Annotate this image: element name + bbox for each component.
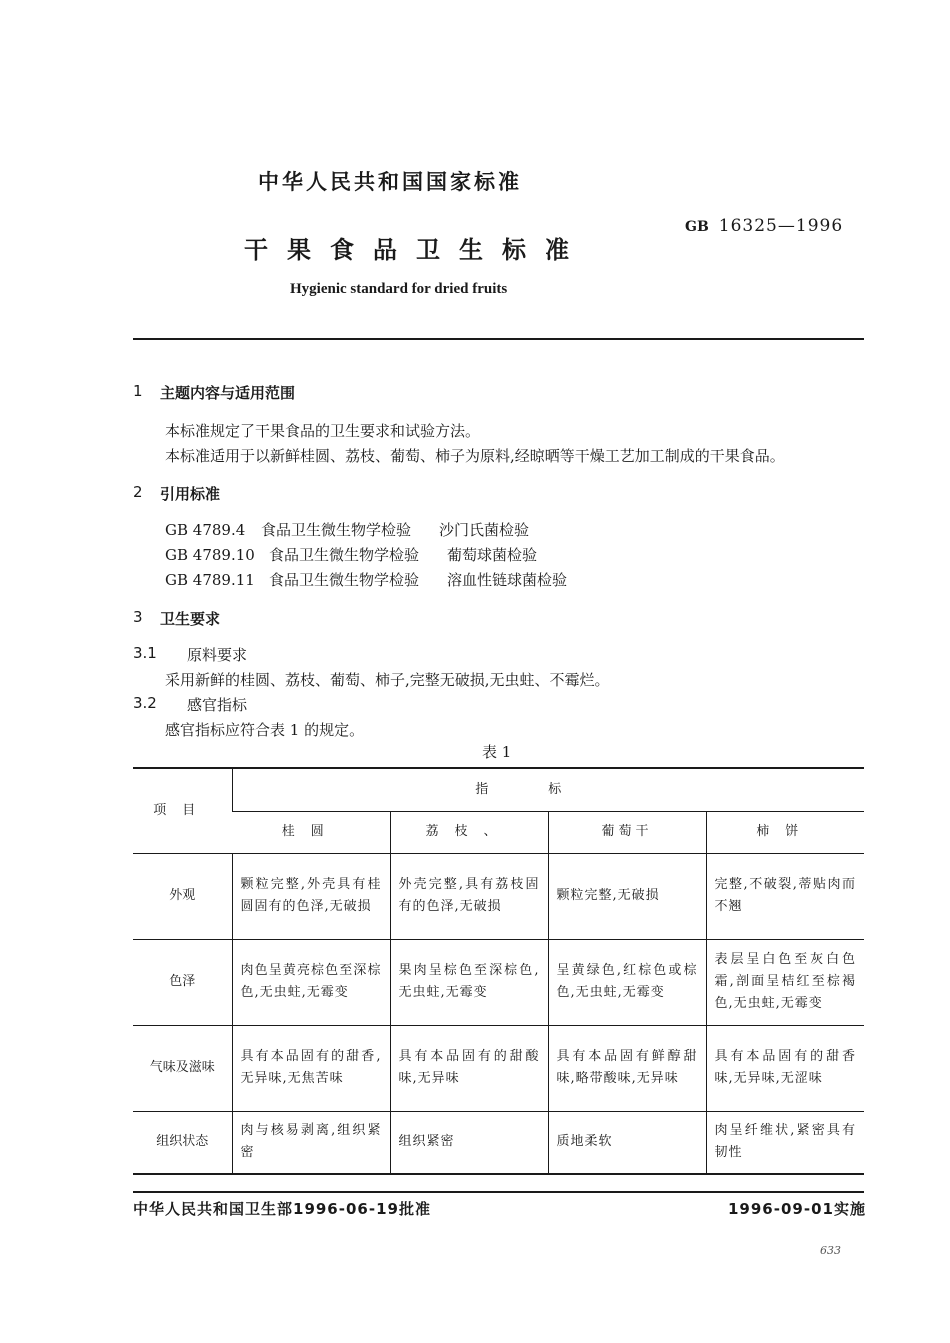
- table-cell: 具有本品固有的甜香,无异味,无焦苦味: [232, 1025, 390, 1111]
- reference-2: [165, 544, 537, 565]
- row-label-texture: 组织状态: [133, 1111, 232, 1174]
- section-1-title: 主题内容与适用范围: [160, 384, 296, 402]
- table-cell: 质地柔软: [548, 1111, 706, 1174]
- subsection-3-1-number: 3.1: [133, 644, 157, 662]
- table-cell: 颗粒完整,无破损: [548, 853, 706, 939]
- table-cell: 完整,不破裂,蒂贴肉而不翘: [706, 853, 864, 939]
- reference-item: 溶血性链球菌检验: [447, 571, 568, 589]
- column-header-persimmon: 柿饼: [706, 811, 864, 853]
- top-divider: [133, 338, 864, 340]
- section-3-title: 卫生要求: [160, 610, 221, 628]
- reference-item: 沙门氏菌检验: [439, 521, 530, 539]
- reference-code: GB 4789.11: [165, 571, 255, 589]
- standard-code: 16325—1996: [718, 216, 844, 236]
- standard-number: [685, 216, 843, 236]
- subsection-3-2-title: 感官指标: [187, 696, 248, 714]
- implementation-line: 1996-09-01实施: [728, 1200, 866, 1218]
- table-cell: 具有本品固有的甜香味,无异味,无涩味: [706, 1025, 864, 1111]
- table-cell: 外壳完整,具有荔枝固有的色泽,无破损: [390, 853, 548, 939]
- table-row: [133, 1025, 864, 1111]
- reference-1: [165, 519, 529, 540]
- standard-prefix: GB: [685, 219, 709, 235]
- reference-item: 葡萄球菌检验: [447, 546, 538, 564]
- column-header-longan: 桂圆: [232, 811, 390, 853]
- table-row: [133, 853, 864, 939]
- reference-name: 食品卫生微生物学检验: [269, 571, 420, 589]
- table-caption: 表 1: [482, 743, 512, 761]
- row-label-odor-taste: 气味及滋味: [133, 1025, 232, 1111]
- table-cell: 肉色呈黄亮棕色至深棕色,无虫蛀,无霉变: [232, 939, 390, 1025]
- table-cell: 呈黄绿色,红棕色或棕色,无虫蛀,无霉变: [548, 939, 706, 1025]
- column-header-lychee: 荔枝、: [390, 811, 548, 853]
- table-cell: 具有本品固有的甜酸味,无异味: [390, 1025, 548, 1111]
- subsection-3-1-text: 采用新鲜的桂圆、荔枝、葡萄、柿子,完整无破损,无虫蛀、不霉烂。: [165, 671, 610, 689]
- section-3-number: 3: [133, 608, 143, 626]
- table-row: [133, 1111, 864, 1174]
- column-header-raisin: 葡萄干: [548, 811, 706, 853]
- table-row: [133, 939, 864, 1025]
- section-1-line-1: 本标准规定了干果食品的卫生要求和试验方法。: [165, 422, 481, 440]
- row-label-appearance: 外观: [133, 853, 232, 939]
- index-header: 指标: [232, 768, 864, 811]
- national-standard-heading: 中华人民共和国国家标准: [258, 170, 522, 194]
- table-cell: 果肉呈棕色至深棕色,无虫蛀,无霉变: [390, 939, 548, 1025]
- subsection-3-1-title: 原料要求: [187, 646, 248, 664]
- row-label-color: 色泽: [133, 939, 232, 1025]
- section-1-line-2: 本标准适用于以新鲜桂圆、荔枝、葡萄、柿子为原料,经晾晒等干燥工艺加工制成的干果食品。: [165, 447, 785, 465]
- page-number: 633: [820, 1244, 841, 1257]
- table-cell: 表层呈白色至灰白色霜,剖面呈桔红至棕褐色,无虫蛀,无霉变: [706, 939, 864, 1025]
- item-header: 项目: [133, 768, 232, 853]
- document-title: 干果食品卫生标准: [244, 236, 588, 264]
- section-2-number: 2: [133, 483, 143, 501]
- reference-name: 食品卫生微生物学检验: [261, 521, 412, 539]
- table-cell: 肉与核易剥离,组织紧密: [232, 1111, 390, 1174]
- subsection-3-2-number: 3.2: [133, 694, 157, 712]
- english-title: Hygienic standard for dried fruits: [290, 281, 508, 297]
- reference-name: 食品卫生微生物学检验: [269, 546, 420, 564]
- sensory-index-table: [133, 767, 864, 1175]
- table-cell: 具有本品固有鲜醇甜味,略带酸味,无异味: [548, 1025, 706, 1111]
- subsection-3-2-text: 感官指标应符合表 1 的规定。: [165, 721, 365, 739]
- reference-code: GB 4789.10: [165, 546, 255, 564]
- section-1-number: 1: [133, 382, 143, 400]
- bottom-divider: [133, 1191, 864, 1193]
- reference-3: [165, 569, 567, 590]
- table-cell: 颗粒完整,外壳具有桂圆固有的色泽,无破损: [232, 853, 390, 939]
- approval-line: 中华人民共和国卫生部1996-06-19批准: [133, 1200, 431, 1218]
- table-cell: 组织紧密: [390, 1111, 548, 1174]
- reference-code: GB 4789.4: [165, 521, 246, 539]
- table-cell: 肉呈纤维状,紧密具有韧性: [706, 1111, 864, 1174]
- section-2-title: 引用标准: [160, 485, 221, 503]
